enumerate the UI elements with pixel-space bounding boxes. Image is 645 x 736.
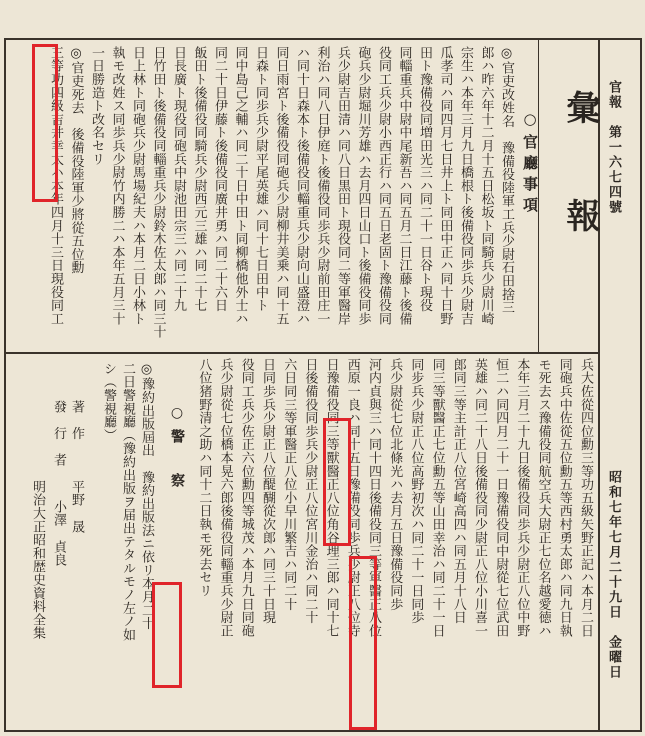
section-subtitle: ○官廳事項 bbox=[521, 110, 539, 218]
section-title: 彙 報 bbox=[560, 90, 600, 252]
text-column: 日上林ト同砲兵少尉馬場紀夫ハ本月二日小林ト bbox=[130, 46, 145, 326]
text-column: 二日警視廳（豫約出版ヲ届出テタルモノ左ノ如 bbox=[120, 362, 135, 642]
text-column: 一日勝造ト改名セリ bbox=[89, 46, 104, 166]
text-column: 河内貞與三ハ同十四日後備役同三等軍醫正八位 bbox=[366, 358, 381, 638]
text-column: 三等功四級吉井幸太ハ本年四月十三日現役同工 bbox=[48, 46, 63, 326]
text-column: シ（警視廳） bbox=[101, 362, 116, 442]
text-column: 同輜重兵中尉中尾新吾ハ同五月二日江藤ト後備 bbox=[396, 46, 412, 326]
frame-left-rule bbox=[4, 38, 6, 732]
text-column: 日豫備役同三等獸醫正八位角谷理三郎ハ同十七 bbox=[323, 358, 339, 638]
text-column: 六日同三等軍醫正八位小早川繁吉ハ同二十 bbox=[281, 358, 297, 611]
highlight-box bbox=[152, 582, 182, 688]
gazette-date: 昭和七年七月二十九日 金曜日 bbox=[606, 470, 621, 680]
text-column: 日同歩兵少尉正八位醍醐從次郎ハ同三十日現 bbox=[260, 358, 275, 624]
text-column: ◎官吏改姓名 豫備役陸軍工兵少尉石田捨三 bbox=[499, 46, 514, 314]
text-column: 同中島己之輔ハ同二十日中田ト同柳橋他外士ハ bbox=[232, 46, 248, 326]
text-column: 郎同三等主計正八位宮崎高四ハ同五月十八日 bbox=[450, 358, 466, 624]
frame-top-rule bbox=[4, 38, 642, 40]
text-column: 兵大佐從四位勳三等功五級矢野正記ハ本月二日 bbox=[578, 358, 593, 638]
text-column: 本年三月二十九日後備役同歩兵少尉正八位中野 bbox=[514, 358, 530, 638]
text-column: 日竹田ト後備役同輜重兵少尉鈴木佐太郎ハ同三十 bbox=[150, 46, 166, 339]
text-column: ◎豫約出版屆出 豫約出版法ニ依リ本月二十 bbox=[139, 362, 154, 630]
text-column: 日長廣ト現役同砲兵中尉池田宗三ハ同二十九 bbox=[171, 46, 186, 312]
text-column: 同日雨宮ト後備役同砲兵少尉柳井美乗ハ同十五 bbox=[273, 46, 289, 326]
text-column: 兵少尉從七位橋本晃六郎後備役同輜重兵少尉正 bbox=[217, 358, 233, 638]
text-column: 郎ハ昨六年十二月十五日松坂ト同騎兵少尉川崎 bbox=[478, 46, 494, 326]
text-column: ◎官吏死去 後備役陸軍少將從五位勳 bbox=[68, 46, 84, 275]
credit-publisher-name: 小澤 貞良 bbox=[51, 500, 66, 567]
gazette-number: 官報 第一六七四號 bbox=[606, 80, 621, 215]
text-column: ハ同十日森本ト後備役同輜重兵少尉向山盛澄ハ bbox=[294, 46, 309, 326]
text-column: 兵少尉吉田清ハ同八日黒田ト現役同二等軍醫岸 bbox=[335, 46, 350, 326]
frame-right-rule bbox=[640, 38, 642, 732]
text-column: 宗生ハ本年三月九日橋根ト後備役同歩兵少尉吉 bbox=[458, 46, 473, 326]
credit-label-author: 著 作 bbox=[69, 400, 84, 440]
text-column: 瓜孝司ハ同四月七日井上ト同田中正ハ同十日野 bbox=[437, 46, 453, 326]
highlight-box bbox=[349, 556, 377, 730]
text-column: 同步兵少尉正八位高野初次ハ同二十一日同歩 bbox=[408, 358, 424, 624]
highlight-box bbox=[32, 44, 58, 202]
text-column: 田ト豫備役同増田光三ハ同二十一日谷ト現役 bbox=[417, 46, 432, 312]
text-column: 西原一良ハ同十五日豫備役同歩兵少尉正八位寺 bbox=[344, 358, 360, 638]
frame-bottom-rule bbox=[4, 730, 642, 732]
text-column: 日森ト同歩兵少尉平尾英雄ハ同十七日田中ト bbox=[253, 46, 268, 312]
text-column: 八位猪野清之助ハ同十二日執モ死去セリ bbox=[196, 358, 212, 598]
credit-author-name: 平野 晟 bbox=[69, 480, 84, 534]
credit-label-publisher: 發 行 者 bbox=[51, 400, 66, 467]
highlight-box bbox=[323, 418, 351, 546]
text-column: 砲兵少尉堀川芳雄ハ去月四日山口ト後備役同歩 bbox=[355, 46, 371, 326]
text-column: 役同工兵少尉小西正行ハ同五日老固ト豫備役同 bbox=[376, 46, 391, 326]
text-column: 利治ハ同八日伊庭ト後備役同歩兵少尉前田庄一 bbox=[314, 46, 330, 326]
text-column: 兵少尉從七位北條光ハ去月五日豫備役同歩 bbox=[387, 358, 403, 611]
text-column: 役同工兵少佐正六位勳四等城茂ハ本月九日同砲 bbox=[238, 358, 254, 638]
text-column: 同二十日伊藤ト後備役同廣井勇ハ同二十六日 bbox=[212, 46, 227, 312]
text-column: 飯田ト後備役同騎兵少尉西元三雄ハ同二十七 bbox=[191, 46, 207, 312]
middle-divider bbox=[4, 352, 598, 354]
text-column: 同三等獸醫正七位勳五等山田幸治ハ同二十一日 bbox=[429, 358, 445, 638]
text-column: 執モ改姓ス同歩兵少尉竹内勝二ハ本年五月三十 bbox=[109, 46, 125, 326]
text-column: 日後備役同歩兵少尉正八位宮川金治ハ同二十 bbox=[302, 358, 318, 624]
text-column: 恒二ハ同四月二十一日豫備役同中尉從七位武田 bbox=[493, 358, 509, 638]
text-column: 同砲兵中佐從五位勳五等西村勇太郎ハ同九日執 bbox=[556, 358, 572, 638]
text-column: モ死去ス豫備役同航空兵大尉正七位名越愛徳ハ bbox=[535, 358, 551, 638]
police-title: ○警 察 bbox=[169, 405, 185, 495]
credit-series: 明治大正昭和歴史資料全集 bbox=[30, 480, 45, 640]
text-column: 英雄ハ同二十八日後備役同少尉正八位小川喜一 bbox=[472, 358, 487, 638]
